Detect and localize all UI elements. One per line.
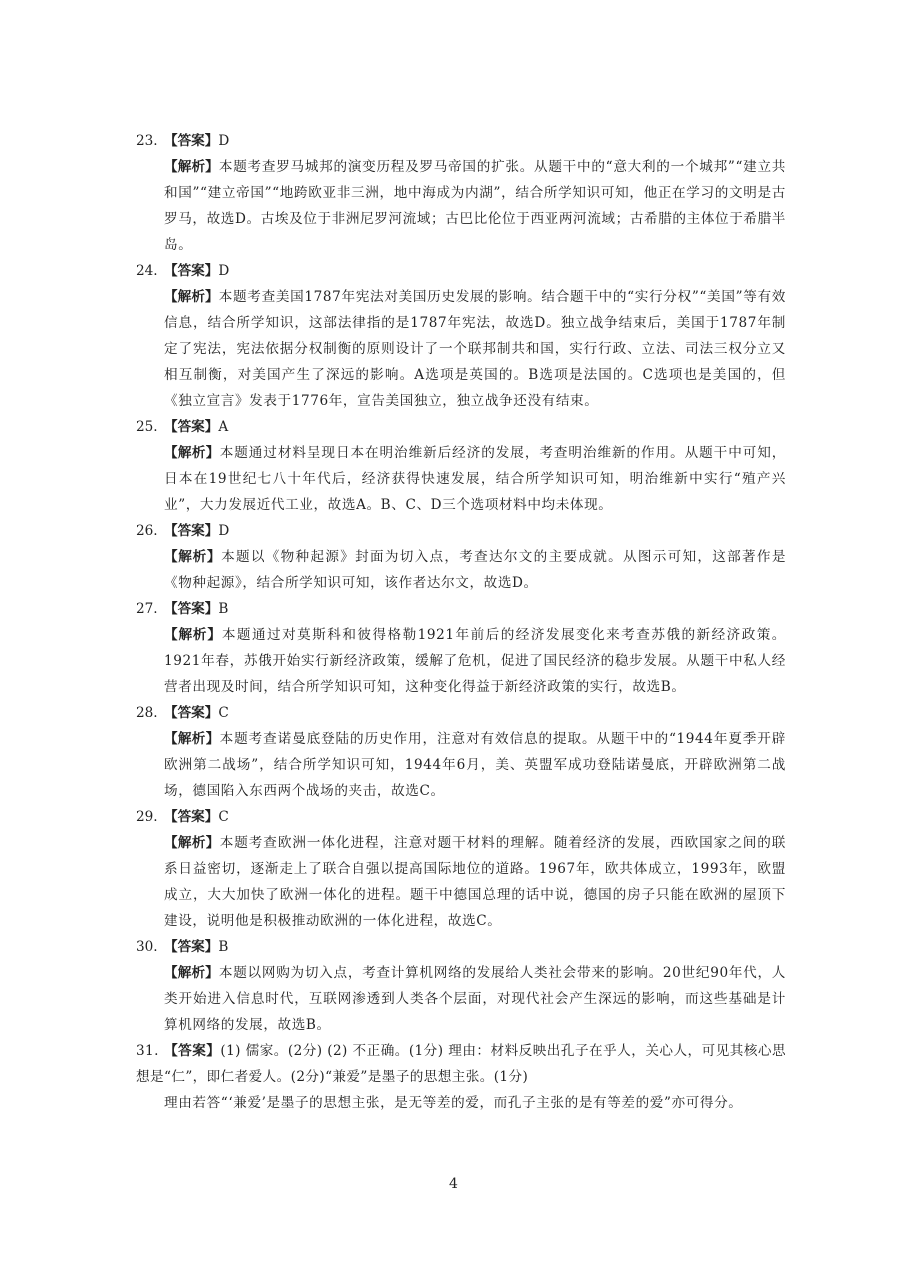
question-item-31: [136, 1038, 786, 1116]
question-number: 27.: [136, 601, 158, 617]
analysis-text: 本题考查美国1787年宪法对美国历史发展的影响。结合题干中的“实行分权”“美国”等有效信息，结合所学知识，这部法律指的是1787年宪法，故选D。独立战争结束后，美国于1787年制定了宪法，宪法依据分权制衡的原则设计了一个联邦制共和国，实行行政、立法、司法三权分立又相互制衡，对美国产生了深远的影响。A选项是英国的。B选项是法国的。C选项也是美国的，但《独立宣言》发表于1776年，宣告美国独立，独立战争还没有结束。: [164, 289, 786, 409]
analysis-paragraph: [164, 960, 786, 1038]
answer-value: A: [218, 419, 229, 435]
analysis-label: 【解析】: [164, 549, 222, 565]
question-item-26: [136, 518, 786, 596]
analysis-text: 本题考查罗马城邦的演变历程及罗马帝国的扩张。从题干中的“意大利的一个城邦”“建立共和国”“建立帝国”“地跨欧亚非三洲，地中海成为内湖”，结合所学知识可知，他正在学习的文明是古罗马，故选D。古埃及位于非洲尼罗河流域；古巴比伦位于西亚两河流域；古希腊的主体位于希腊半岛。: [164, 159, 787, 253]
answer-value: B: [218, 601, 229, 617]
question-number: 31.: [136, 1043, 159, 1059]
question-number: 25.: [136, 419, 158, 435]
answer-label: 【答案】: [164, 809, 219, 825]
analysis-paragraph: [164, 726, 786, 804]
question-item-30: [136, 934, 786, 1038]
answer-label: 【答案】: [164, 601, 219, 617]
page-number: 4: [449, 1176, 458, 1192]
question-item-24: [136, 258, 786, 414]
analysis-text: 本题以网购为切入点，考查计算机网络的发展给人类社会带来的影响。20世纪90年代，人类开始进入信息时代，互联网渗透到人类各个层面，对现代社会产生深远的影响，而这些基础是计算机网络的发展，故选B。: [164, 965, 787, 1033]
analysis-text: 本题考查诺曼底登陆的历史作用，注意对有效信息的提取。从题干中的“1944年夏季开辟欧洲第二战场”，结合所学知识可知，1944年6月，美、英盟军成功登陆诺曼底，开辟欧洲第二战场，德国陷入东西两个战场的夹击，故选C。: [164, 731, 786, 799]
grading-note: 理由若答“‘兼爱’是墨子的思想主张，是无等差的爱，而孔子主张的是有等差的爱”亦可得分。: [164, 1095, 743, 1111]
question-number: 28.: [136, 705, 158, 721]
question-item-27: [136, 596, 786, 700]
answer-value: C: [218, 705, 229, 721]
question-item-29: [136, 804, 786, 934]
answer-label: 【答案】: [164, 523, 219, 539]
analysis-paragraph: [164, 154, 786, 258]
answer-label: 【答案】: [164, 939, 219, 955]
answer-text: (1) 儒家。(2分) (2) 不正确。(1分) 理由：材料反映出孔子在乎人，关心人，可见其核心思想是“仁”，即仁者爱人。(2分)“兼爱”是墨子的思想主张。(1分): [136, 1043, 786, 1085]
answer-paragraph: [136, 1038, 786, 1090]
analysis-paragraph: [164, 544, 786, 596]
question-number: 24.: [136, 263, 158, 279]
analysis-paragraph: [164, 284, 786, 414]
question-number: 30.: [136, 939, 158, 955]
analysis-paragraph: [164, 830, 786, 934]
question-number: 26.: [136, 523, 158, 539]
answer-label: 【答案】: [164, 1043, 221, 1059]
analysis-label: 【解析】: [164, 965, 219, 981]
analysis-paragraph: [164, 622, 786, 700]
analysis-text: 本题考查欧洲一体化进程，注意对题干材料的理解。随着经济的发展，西欧国家之间的联系日益密切，逐渐走上了联合自强以提高国际地位的道路。1967年，欧共体成立，1993年，欧盟成立，大大加快了欧洲一体化的进程。题干中德国总理的话中说，德国的房子只能在欧洲的屋顶下建设，说明他是积极推动欧洲的一体化进程，故选C。: [164, 835, 786, 929]
answer-value: C: [218, 809, 229, 825]
question-number: 29.: [136, 809, 158, 825]
question-number: 23.: [136, 133, 158, 149]
question-item-25: [136, 414, 786, 518]
analysis-label: 【解析】: [164, 445, 220, 461]
question-item-28: [136, 700, 786, 804]
answer-value: D: [218, 263, 230, 279]
analysis-label: 【解析】: [164, 627, 222, 643]
answer-value: B: [218, 939, 229, 955]
question-item-23: [136, 128, 786, 258]
analysis-text: 本题通过材料呈现日本在明治维新后经济的发展，考查明治维新的作用。从题干中可知，日本在19世纪七八十年代后，经济获得快速发展，结合所学知识可知，明治维新中实行“殖产兴业”，大力发展近代工业，故选A。B、C、D三个选项材料中均未体现。: [164, 445, 786, 513]
analysis-text: 本题以《物种起源》封面为切入点，考查达尔文的主要成就。从图示可知，这部著作是《物种起源》，结合所学知识可知，该作者达尔文，故选D。: [164, 549, 787, 591]
answer-list: [136, 128, 786, 1116]
answer-value: D: [218, 133, 230, 149]
analysis-text: 本题通过对莫斯科和彼得格勒1921年前后的经济发展变化来考查苏俄的新经济政策。1921年春，苏俄开始实行新经济政策，缓解了危机，促进了国民经济的稳步发展。从题干中私人经营者出现及时间，结合所学知识可知，这种变化得益于新经济政策的实行，故选B。: [164, 627, 787, 695]
answer-label: 【答案】: [164, 419, 219, 435]
answer-label: 【答案】: [164, 133, 219, 149]
answer-label: 【答案】: [164, 705, 219, 721]
analysis-label: 【解析】: [164, 731, 220, 747]
answer-value: D: [218, 523, 230, 539]
answer-label: 【答案】: [164, 263, 219, 279]
analysis-label: 【解析】: [164, 159, 219, 175]
analysis-label: 【解析】: [164, 289, 219, 305]
analysis-label: 【解析】: [164, 835, 220, 851]
analysis-paragraph: [164, 440, 786, 518]
